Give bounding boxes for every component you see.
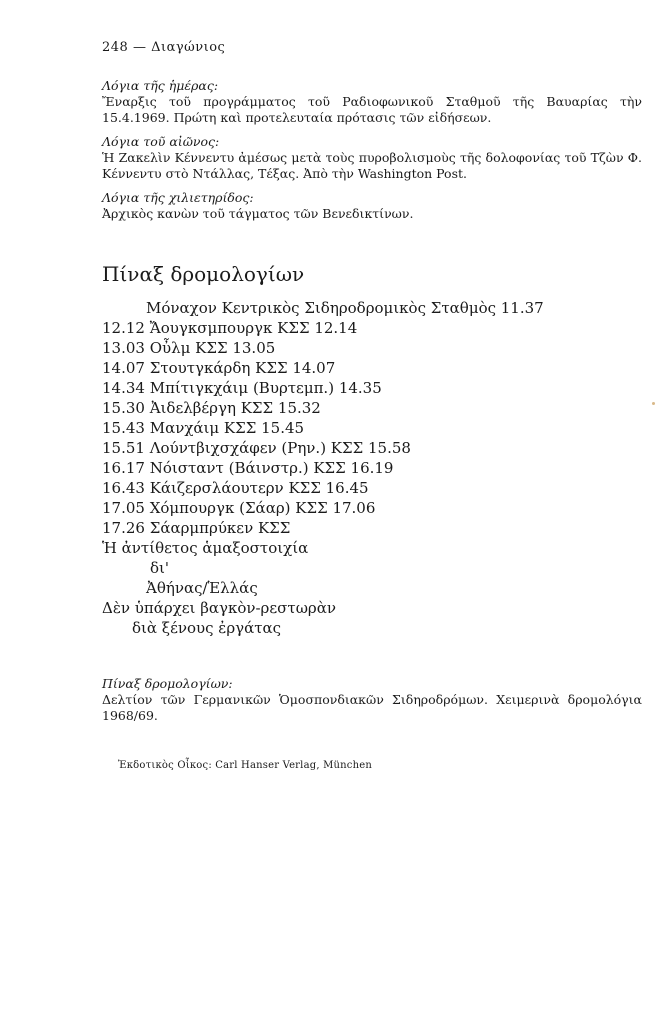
timetable-stop: 15.51 Λούντβιχσχάφεν (Ρην.) ΚΣΣ 15.58 (102, 439, 411, 457)
timetable-stop: 14.34 Μπίτιγκχάιμ (Βυρτεμπ.) 14.35 (102, 379, 382, 397)
timetable-note-line: Ἡ ἀντίθετος ἁμαξοστοιχία (102, 539, 309, 557)
timetable-stop: 16.17 Νόισταντ (Βάινστρ.) ΚΣΣ 16.19 (102, 459, 394, 477)
timetable-stop: 17.05 Χόμπουργκ (Σάαρ) ΚΣΣ 17.06 (102, 499, 376, 517)
timetable-stop: 17.26 Σάαρμπρύκεν ΚΣΣ (102, 519, 291, 537)
note-heading: Λόγια τοῦ αἰῶνος: (102, 134, 220, 149)
note-words-of-the-century (102, 134, 642, 182)
timetable-note-line: διὰ ξένους ἐργάτας (132, 619, 282, 637)
timetable-stop: 14.07 Στουτγκάρδη ΚΣΣ 14.07 (102, 359, 336, 377)
section-title: Πίναξ δρομολογίων (102, 262, 305, 286)
note-heading: Λόγια τῆς ἡμέρας: (102, 78, 219, 93)
timetable-note-line: Ἀθήνας/Ἑλλάς (146, 579, 258, 597)
timetable-stop: 13.03 Οὖλμ ΚΣΣ 13.05 (102, 339, 276, 357)
source-heading: Πίναξ δρομολογίων: (102, 676, 233, 691)
paper-speck (652, 402, 655, 405)
note-text: Ἀρχικὸς κανὼν τοῦ τάγματος τῶν Βενεδικτίνων. (102, 206, 414, 221)
timetable (102, 298, 544, 638)
timetable-origin: Μόναχον Κεντρικὸς Σιδηροδρομικὸς Σταθμὸς 11.37 (146, 299, 544, 317)
notes-section (102, 78, 642, 230)
timetable-stop: 15.43 Μανχάιμ ΚΣΣ 15.45 (102, 419, 305, 437)
source-text: Δελτίον τῶν Γερμανικῶν Ὁμοσπονδιακῶν Σιδηροδρόμων. Χειμερινὰ δρομολόγια 1968/69. (102, 692, 642, 723)
timetable-note-line: Δὲν ὑπάρχει βαγκὸν-ρεστωρὰν (102, 599, 336, 617)
timetable-stop: 15.30 Ἀιδελβέργη ΚΣΣ 15.32 (102, 399, 321, 417)
running-head: 248 — Διαγώνιος (102, 40, 226, 55)
note-words-of-the-millennium (102, 190, 642, 222)
publisher-credit: Ἐκδοτικὸς Οἶκος: Carl Hanser Verlag, München (118, 760, 373, 771)
source-section (102, 676, 642, 724)
timetable-stop: 12.12 Ἄουγκσμπουργκ ΚΣΣ 12.14 (102, 319, 358, 337)
timetable-stop: 16.43 Κάιζερσλάουτερν ΚΣΣ 16.45 (102, 479, 369, 497)
timetable-note-line: δι' (150, 559, 170, 577)
note-text: Ἔναρξις τοῦ προγράμματος τοῦ Ραδιοφωνικοῦ Σταθμοῦ τῆς Βαυαρίας τὴν 15.4.1969. Πρώτη καὶ προτελευταία πρότασις τῶν εἰδήσεων. (102, 94, 642, 125)
note-text: Ἡ Ζακελὶν Κέννεντυ ἀμέσως μετὰ τοὺς πυροβολισμοὺς τῆς δολοφονίας τοῦ Τζὼν Φ. Κέννεντυ στὸ Ντάλλας, Τέξας. Ἀπὸ τὴν Washington Post. (102, 150, 642, 181)
note-heading: Λόγια τῆς χιλιετηρίδος: (102, 190, 254, 205)
note-words-of-the-day (102, 78, 642, 126)
